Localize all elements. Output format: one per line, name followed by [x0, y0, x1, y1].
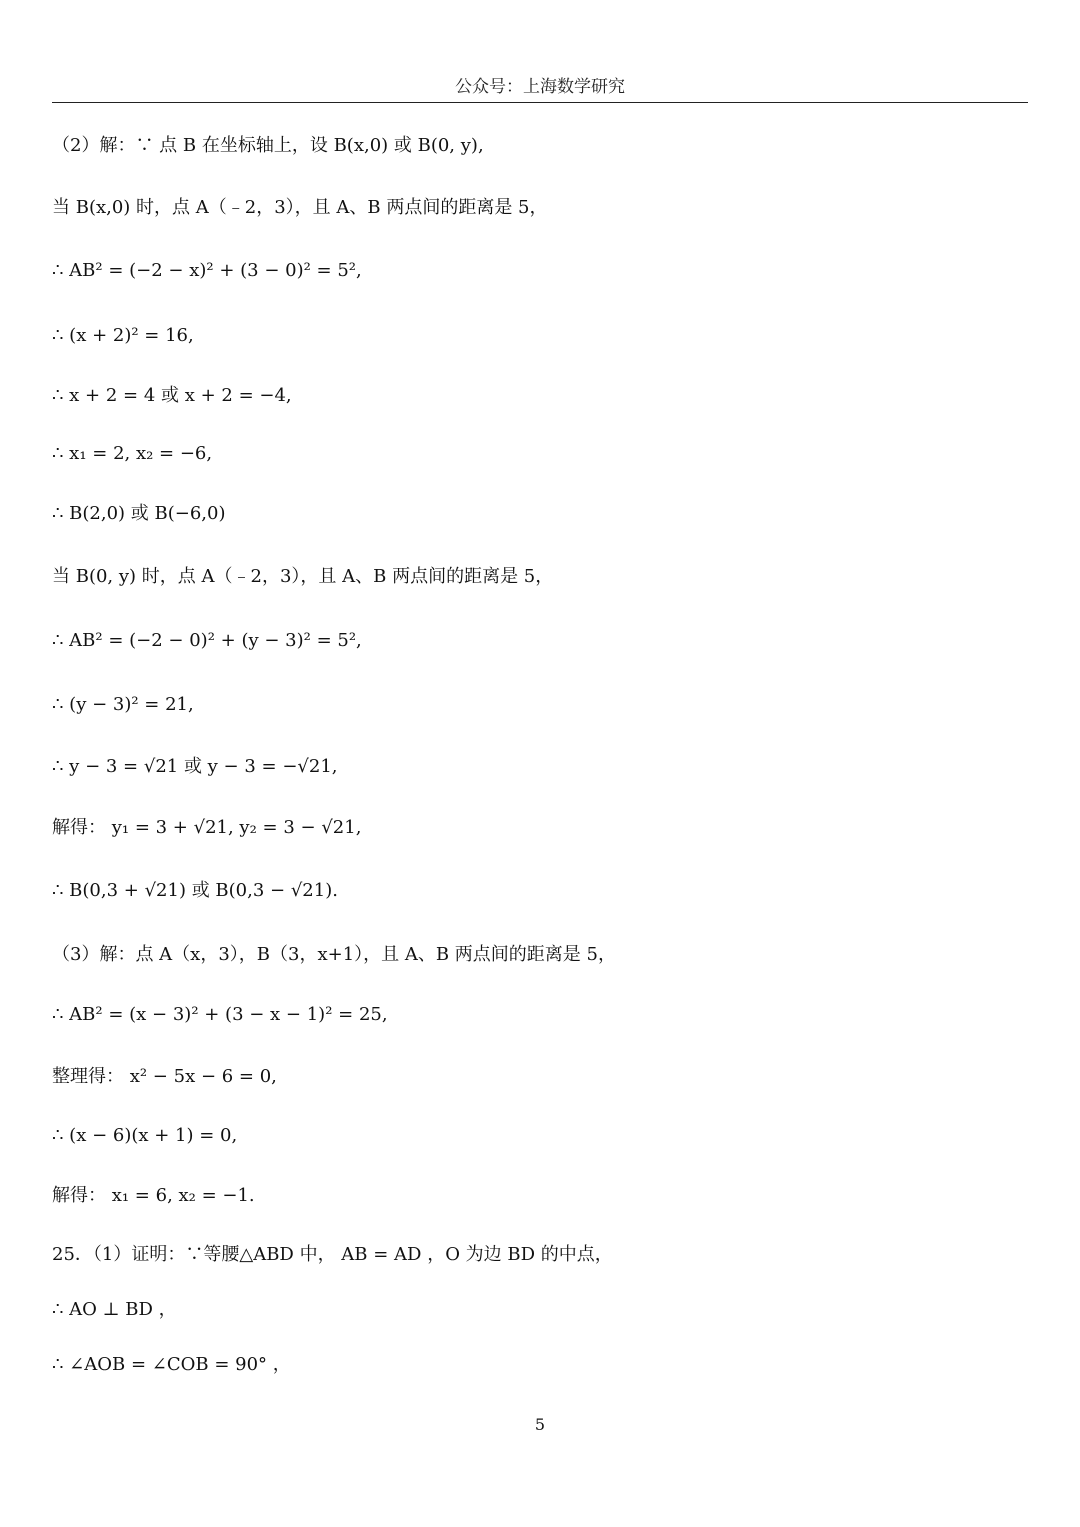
- solution-line-21: ∴ ∠AOB = ∠COB = 90° ，: [52, 1354, 291, 1375]
- solution-line-14: （3）解：点 A（x，3），B（3，x+1），且 A、B 两点间的距离是 5，: [52, 944, 616, 965]
- solution-line-20: ∴ AO ⊥ BD ，: [52, 1299, 177, 1320]
- solution-line-17: ∴ (x − 6)(x + 1) = 0,: [52, 1125, 238, 1146]
- solution-line-11: ∴ y − 3 = √21 或 y − 3 = −√21,: [52, 756, 338, 777]
- solution-line-6: ∴ x₁ = 2, x₂ = −6,: [52, 443, 213, 464]
- solution-line-15: ∴ AB² = (x − 3)² + (3 − x − 1)² = 25,: [52, 1004, 388, 1025]
- header-divider: [52, 102, 1028, 103]
- solution-line-1: （2）解：∵ 点 B 在坐标轴上，设 B(x,0) 或 B(0, y),: [52, 135, 484, 156]
- page-number: 5: [534, 1415, 546, 1434]
- solution-line-10: ∴ (y − 3)² = 21,: [52, 694, 194, 715]
- solution-line-16: 整理得： x² − 5x − 6 = 0,: [52, 1066, 277, 1087]
- solution-line-9: ∴ AB² = (−2 − 0)² + (y − 3)² = 5²,: [52, 630, 362, 651]
- solution-line-4: ∴ (x + 2)² = 16,: [52, 325, 194, 346]
- solution-line-5: ∴ x + 2 = 4 或 x + 2 = −4,: [52, 385, 292, 406]
- solution-line-12: 解得： y₁ = 3 + √21, y₂ = 3 − √21,: [52, 817, 362, 838]
- solution-line-8: 当 B(0, y) 时，点 A（﹣2，3），且 A、B 两点间的距离是 5，: [52, 566, 554, 587]
- solution-line-19: 25．（1）证明：∵等腰△ABD 中， AB = AD ，O 为边 BD 的中点，: [52, 1244, 613, 1265]
- solution-line-7: ∴ B(2,0) 或 B(−6,0): [52, 503, 226, 524]
- solution-line-13: ∴ B(0,3 + √21) 或 B(0,3 − √21).: [52, 880, 338, 901]
- page-header: 公众号：上海数学研究: [455, 77, 625, 97]
- solution-line-2: 当 B(x,0) 时，点 A（﹣2，3），且 A、B 两点间的距离是 5，: [52, 197, 548, 218]
- solution-line-18: 解得： x₁ = 6, x₂ = −1.: [52, 1185, 255, 1206]
- solution-line-3: ∴ AB² = (−2 − x)² + (3 − 0)² = 5²,: [52, 260, 362, 281]
